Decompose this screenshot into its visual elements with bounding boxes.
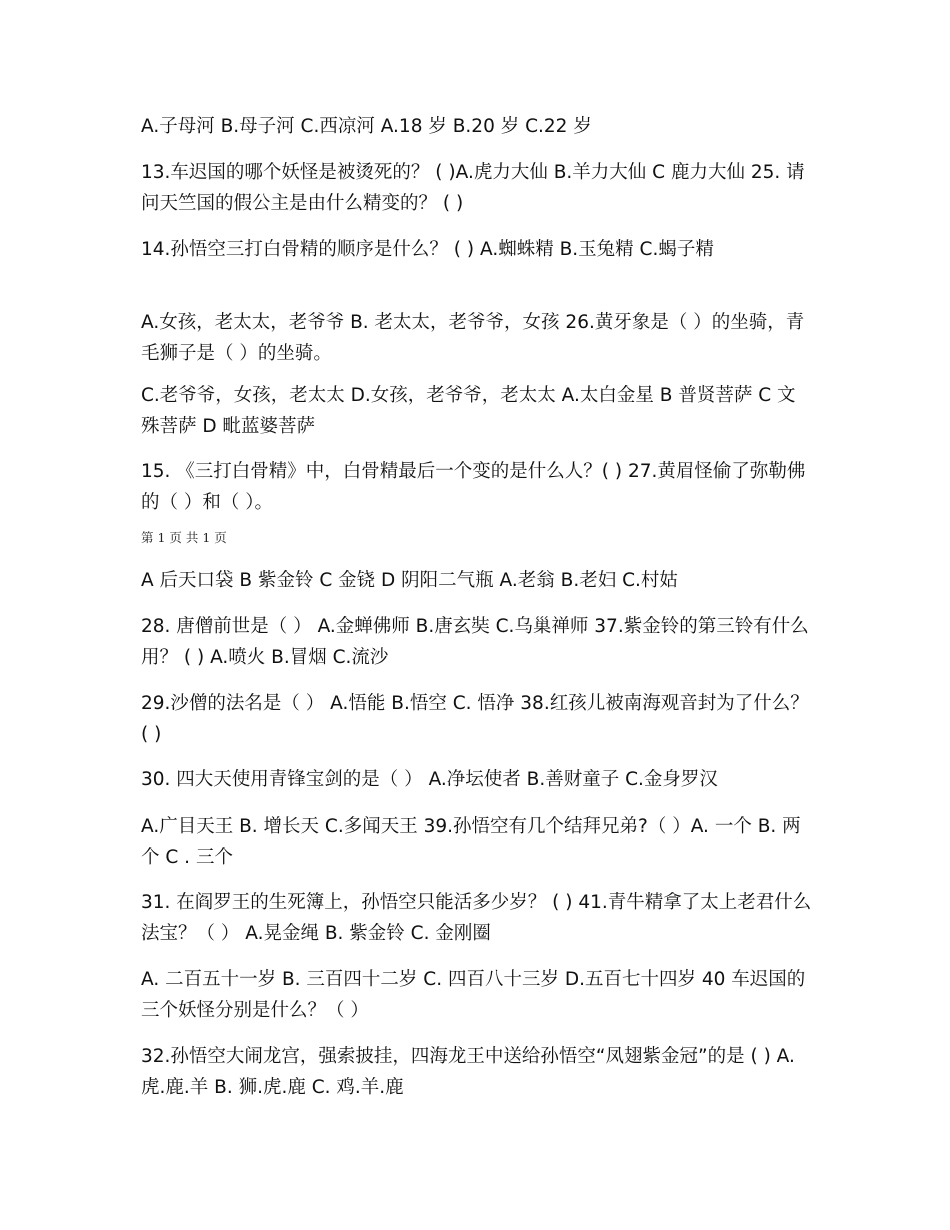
question-options-line: A.子母河 B.母子河 C.西凉河 A.18 岁 B.20 岁 C.22 岁 (141, 116, 592, 137)
question-15: 15. 《三打白骨精》中，白骨精最后一个变的是什么人？( ) 27.黄眉怪偷了弥勒佛的（ ）和（ ）。 (141, 461, 806, 513)
question-32: 32.孙悟空大闹龙宫，强索披挂，四海龙王中送给孙悟空“凤翅紫金冠”的是 ( ) A.虎.鹿.羊 B. 狮.虎.鹿 C. 鸡.羊.鹿 (141, 1046, 795, 1098)
question-14-options-a-b: A.女孩，老太太，老爷爷 B. 老太太，老爷爷，女孩 26.黄牙象是（ ）的坐骑，青毛狮子是（ ）的坐骑。 (141, 312, 805, 364)
question-31-options: A. 二百五十一岁 B. 三百四十二岁 C. 四百八十三岁 D.五百七十四岁 40 车迟国的三个妖怪分别是什么？（ ） (141, 969, 806, 1021)
question-14-options-c-d: C.老爷爷，女孩，老太太 D.女孩，老爷爷，老太太 A.太白金星 B 普贤菩萨 C 文殊菩萨 D 毗蓝婆菩萨 (141, 385, 796, 437)
question-29: 29.沙僧的法名是（ ） A.悟能 B.悟空 C. 悟净 38.红孩儿被南海观音封为了什么？( ) (141, 693, 809, 745)
question-30: 30. 四大天使用青锋宝剑的是（ ） A.净坛使者 B.善财童子 C.金身罗汉 (141, 769, 718, 790)
question-28: 28. 唐僧前世是（ ） A.金蝉佛师 B.唐玄奘 C.乌巢禅师 37.紫金铃的第三铃有什么用？ ( ) A.喷火 B.冒烟 C.流沙 (141, 616, 809, 668)
question-14: 14.孙悟空三打白骨精的顺序是什么？ ( ) A.蜘蛛精 B.玉兔精 C.蝎子精 (141, 239, 714, 260)
question-options-line-2: A 后天口袋 B 紫金铃 C 金铙 D 阴阳二气瓶 A.老翁 B.老妇 C.村姑 (141, 570, 678, 591)
question-30-options: A.广目天王 B. 增长天 C.多闻天王 39.孙悟空有几个结拜兄弟?（ ）A. 一个 B. 两个 C . 三个 (141, 816, 801, 868)
question-13: 13.车迟国的哪个妖怪是被烫死的？ ( )A.虎力大仙 B.羊力大仙 C 鹿力大仙 25. 请问天竺国的假公主是由什么精变的？ ( ) (141, 162, 805, 214)
question-31: 31. 在阎罗王的生死簿上，孙悟空只能活多少岁？ ( ) 41.青牛精拿了太上老君什么法宝？（ ） A.晃金绳 B. 紫金铃 C. 金刚圈 (141, 892, 812, 944)
page-footer: 第 1 页 共 1 页 (141, 530, 227, 545)
